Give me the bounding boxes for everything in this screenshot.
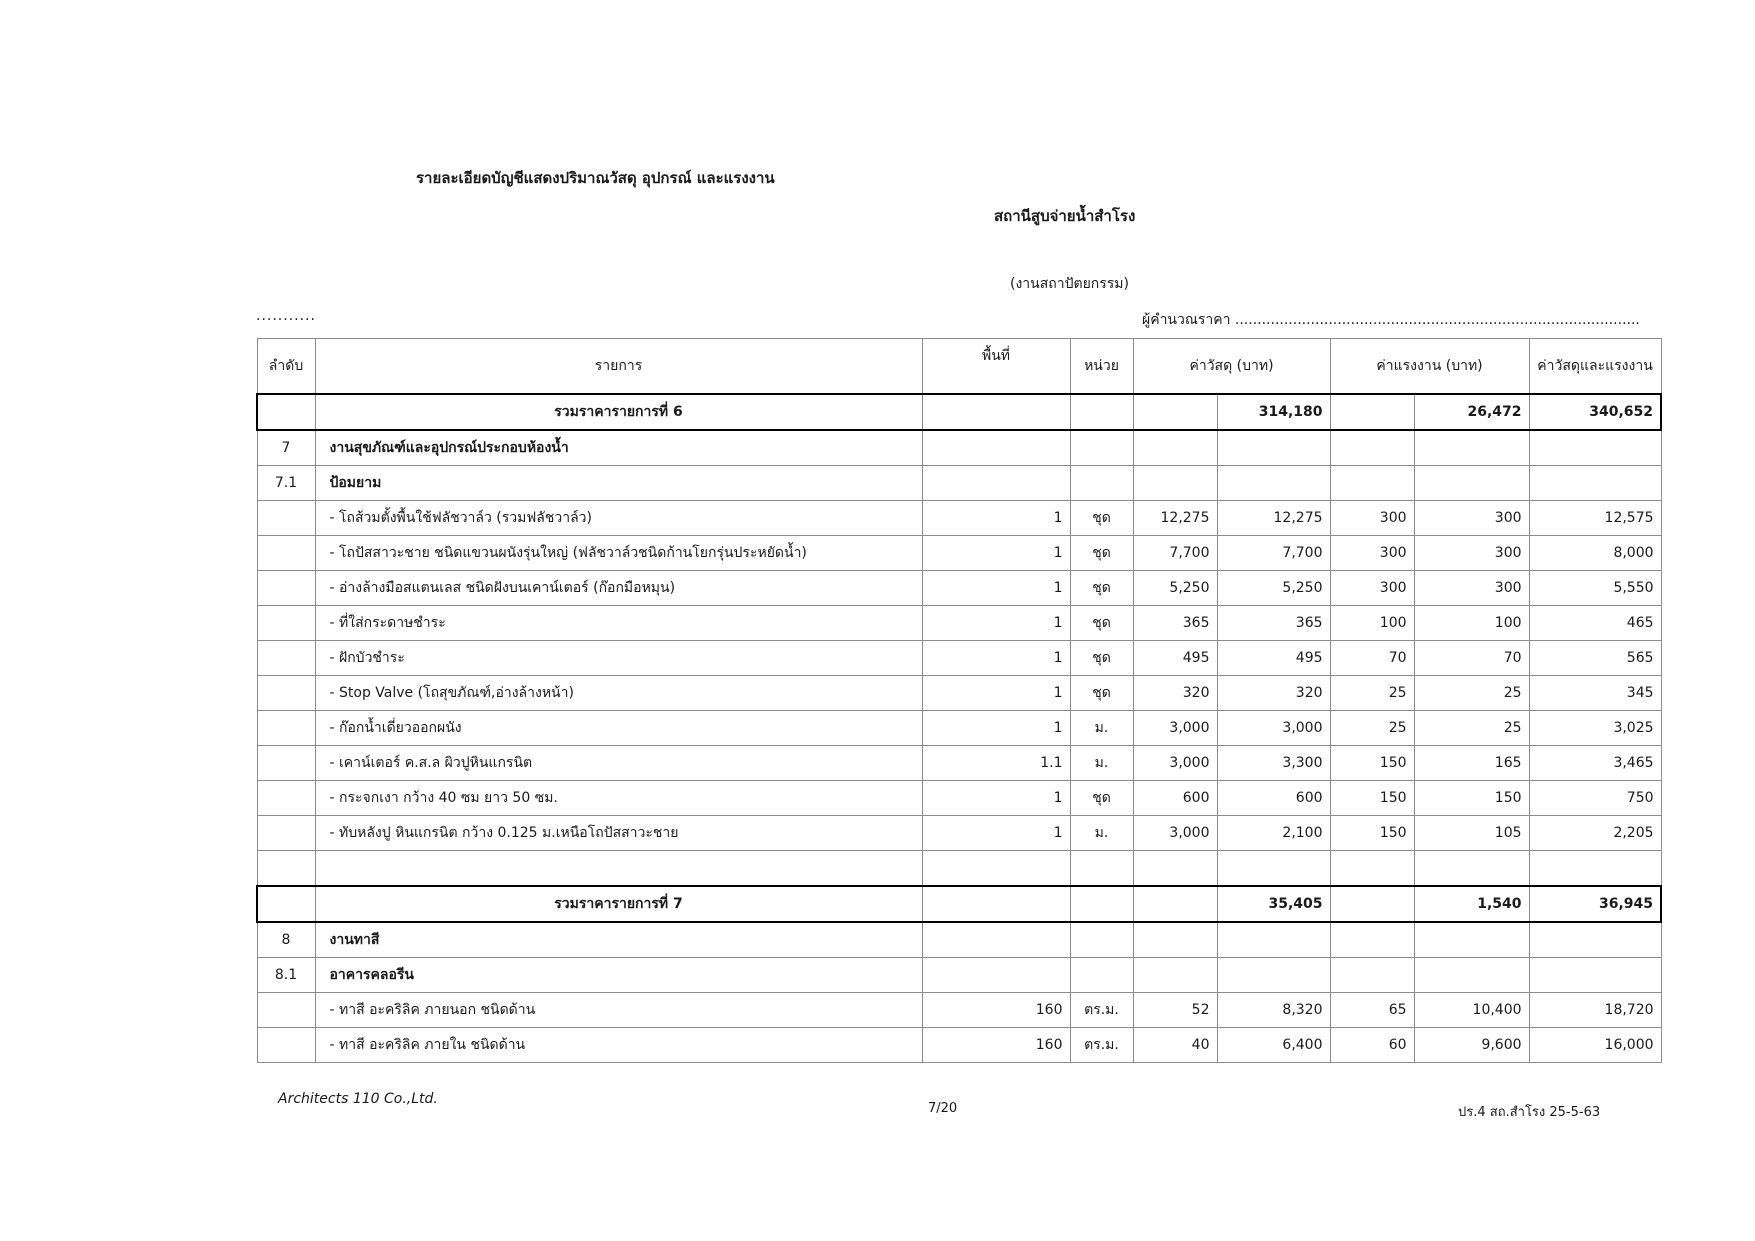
cell-unit (1070, 394, 1133, 430)
cell-description: งานทาสี (315, 922, 922, 958)
cell-material-unit-price (1133, 958, 1217, 993)
cell-grand-total: 3,465 (1529, 746, 1661, 781)
cell-labor-total: 1,540 (1414, 886, 1529, 922)
cell-item-no (257, 1028, 315, 1063)
cell-item-no (257, 851, 315, 887)
cell-unit (1070, 430, 1133, 466)
cell-labor-total: 100 (1414, 606, 1529, 641)
cell-material-total: 365 (1217, 606, 1330, 641)
cell-quantity (922, 394, 1070, 430)
cell-item-no (257, 641, 315, 676)
cell-description (315, 851, 922, 887)
cell-material-unit-price: 3,000 (1133, 816, 1217, 851)
cell-labor-unit-price: 150 (1330, 781, 1414, 816)
cell-unit: ม. (1070, 746, 1133, 781)
cell-material-unit-price (1133, 466, 1217, 501)
subtotal-row (257, 886, 1661, 922)
table-row (257, 641, 1661, 676)
cell-material-total (1217, 851, 1330, 887)
cell-labor-unit-price: 60 (1330, 1028, 1414, 1063)
cell-labor-total: 165 (1414, 746, 1529, 781)
section-row (257, 430, 1661, 466)
cell-material-unit-price: 600 (1133, 781, 1217, 816)
cell-unit (1070, 466, 1133, 501)
cell-labor-unit-price (1330, 851, 1414, 887)
cell-quantity: 1.1 (922, 746, 1070, 781)
cell-grand-total: 36,945 (1529, 886, 1661, 922)
cell-material-unit-price (1133, 851, 1217, 887)
column-header-total: ค่าวัสดุและแรงงาน (1529, 339, 1661, 395)
cell-item-no (257, 501, 315, 536)
cell-item-no (257, 606, 315, 641)
table-row (257, 851, 1661, 887)
cell-description: - ทาสี อะคริลิค ภายนอก ชนิดด้าน (315, 993, 922, 1028)
cell-material-total: 6,400 (1217, 1028, 1330, 1063)
cell-quantity: 160 (922, 1028, 1070, 1063)
cell-material-total: 314,180 (1217, 394, 1330, 430)
cell-description: - ฝักบัวชำระ (315, 641, 922, 676)
cell-description: อาคารคลอรีน (315, 958, 922, 993)
cell-quantity: 1 (922, 641, 1070, 676)
cell-grand-total: 340,652 (1529, 394, 1661, 430)
cell-description: - ทาสี อะคริลิค ภายใน ชนิดด้าน (315, 1028, 922, 1063)
page-number: 7/20 (928, 1101, 958, 1116)
cell-material-unit-price: 52 (1133, 993, 1217, 1028)
cell-material-unit-price (1133, 430, 1217, 466)
cell-labor-total: 26,472 (1414, 394, 1529, 430)
table-row (257, 606, 1661, 641)
cell-item-no (257, 886, 315, 922)
cell-labor-total: 25 (1414, 711, 1529, 746)
table-row (257, 993, 1661, 1028)
project-name: สถานีสูบจ่ายน้ำสำโรง (994, 207, 1136, 225)
cell-unit (1070, 922, 1133, 958)
cell-grand-total: 3,025 (1529, 711, 1661, 746)
cell-description: - ก๊อกน้ำเดี่ยวออกผนัง (315, 711, 922, 746)
document-reference: ปร.4 สถ.สำโรง 25-5-63 (1458, 1105, 1601, 1120)
cell-labor-total: 300 (1414, 571, 1529, 606)
column-header-area: พื้นที่ (922, 339, 1070, 395)
cell-grand-total: 345 (1529, 676, 1661, 711)
cell-item-no (257, 571, 315, 606)
table-row (257, 711, 1661, 746)
column-header-item: รายการ (315, 339, 922, 395)
cell-grand-total: 8,000 (1529, 536, 1661, 571)
cell-quantity: 160 (922, 993, 1070, 1028)
section-row (257, 466, 1661, 501)
cell-material-unit-price: 3,000 (1133, 711, 1217, 746)
cell-item-no: 7.1 (257, 466, 315, 501)
cell-description: รวมราคารายการที่ 6 (315, 394, 922, 430)
cell-quantity: 1 (922, 781, 1070, 816)
cell-material-total: 5,250 (1217, 571, 1330, 606)
cell-labor-unit-price (1330, 466, 1414, 501)
cell-unit (1070, 886, 1133, 922)
cell-labor-total: 25 (1414, 676, 1529, 711)
cell-material-total (1217, 958, 1330, 993)
cell-grand-total: 18,720 (1529, 993, 1661, 1028)
cell-grand-total (1529, 430, 1661, 466)
cell-material-unit-price: 320 (1133, 676, 1217, 711)
cell-description: ป้อมยาม (315, 466, 922, 501)
cell-item-no (257, 676, 315, 711)
cell-material-total: 35,405 (1217, 886, 1330, 922)
cell-material-unit-price: 5,250 (1133, 571, 1217, 606)
cell-unit: ชุด (1070, 536, 1133, 571)
cell-description: - โถส้วมตั้งพื้นใช้ฟลัชวาล์ว (รวมฟลัชวาล์ว) (315, 501, 922, 536)
cell-quantity: 1 (922, 606, 1070, 641)
cell-item-no (257, 711, 315, 746)
cell-quantity (922, 851, 1070, 887)
cell-quantity (922, 430, 1070, 466)
table-row (257, 676, 1661, 711)
cell-labor-total: 9,600 (1414, 1028, 1529, 1063)
cell-labor-total: 70 (1414, 641, 1529, 676)
column-header-labor: ค่าแรงงาน (บาท) (1330, 339, 1529, 395)
cell-item-no (257, 781, 315, 816)
cell-description: รวมราคารายการที่ 7 (315, 886, 922, 922)
cell-labor-unit-price (1330, 394, 1414, 430)
cell-labor-unit-price: 25 (1330, 676, 1414, 711)
cell-material-total: 495 (1217, 641, 1330, 676)
cell-unit: ชุด (1070, 501, 1133, 536)
cell-unit (1070, 851, 1133, 887)
subtotal-row (257, 394, 1661, 430)
table-row (257, 536, 1661, 571)
cell-labor-unit-price (1330, 958, 1414, 993)
cell-grand-total (1529, 466, 1661, 501)
cell-grand-total (1529, 922, 1661, 958)
cell-labor-unit-price (1330, 430, 1414, 466)
cell-item-no (257, 394, 315, 430)
cell-grand-total: 465 (1529, 606, 1661, 641)
cell-grand-total (1529, 851, 1661, 887)
cell-labor-total (1414, 922, 1529, 958)
cell-material-total: 600 (1217, 781, 1330, 816)
dotted-leader: ........... (256, 308, 316, 324)
cell-labor-total (1414, 430, 1529, 466)
cell-material-unit-price (1133, 394, 1217, 430)
cell-material-total: 2,100 (1217, 816, 1330, 851)
cell-item-no: 8 (257, 922, 315, 958)
table-row (257, 571, 1661, 606)
footer-company: Architects 110 Co.,Ltd. (278, 1091, 438, 1107)
cell-labor-total: 105 (1414, 816, 1529, 851)
cell-labor-total (1414, 851, 1529, 887)
cell-labor-total: 150 (1414, 781, 1529, 816)
cell-labor-total: 10,400 (1414, 993, 1529, 1028)
cell-quantity: 1 (922, 571, 1070, 606)
cell-item-no (257, 993, 315, 1028)
table-row (257, 501, 1661, 536)
cell-labor-unit-price: 25 (1330, 711, 1414, 746)
table-row (257, 816, 1661, 851)
cell-item-no (257, 536, 315, 571)
cell-quantity (922, 886, 1070, 922)
section-row (257, 958, 1661, 993)
column-header-unit: หน่วย (1070, 339, 1133, 395)
cell-labor-unit-price: 300 (1330, 501, 1414, 536)
cell-item-no (257, 816, 315, 851)
cell-grand-total: 5,550 (1529, 571, 1661, 606)
column-header-no: ลำดับ (257, 339, 315, 395)
cell-quantity (922, 958, 1070, 993)
cell-material-unit-price: 12,275 (1133, 501, 1217, 536)
cell-labor-unit-price: 65 (1330, 993, 1414, 1028)
cell-labor-unit-price: 300 (1330, 571, 1414, 606)
cell-material-unit-price (1133, 922, 1217, 958)
cell-unit: ชุด (1070, 676, 1133, 711)
cell-unit (1070, 958, 1133, 993)
cell-labor-unit-price: 150 (1330, 746, 1414, 781)
cell-description: - เคาน์เตอร์ ค.ส.ล ผิวปูหินแกรนิต (315, 746, 922, 781)
cell-material-total: 8,320 (1217, 993, 1330, 1028)
cell-material-total: 3,000 (1217, 711, 1330, 746)
cell-description: - ที่ใส่กระดาษชำระ (315, 606, 922, 641)
cell-material-total: 12,275 (1217, 501, 1330, 536)
cell-description: - อ่างล้างมือสแตนเลส ชนิดฝังบนเคาน์เตอร์ (ก๊อกมือหมุน) (315, 571, 922, 606)
cell-unit: ม. (1070, 816, 1133, 851)
cell-grand-total: 2,205 (1529, 816, 1661, 851)
cell-material-total (1217, 466, 1330, 501)
estimator-field: ผู้คำนวณราคา ........................................................................................... (1142, 312, 1640, 328)
cell-labor-total (1414, 958, 1529, 993)
cell-labor-total: 300 (1414, 536, 1529, 571)
cell-quantity: 1 (922, 501, 1070, 536)
cell-labor-unit-price (1330, 922, 1414, 958)
cell-labor-unit-price: 300 (1330, 536, 1414, 571)
document-title: รายละเอียดบัญชีแสดงปริมาณวัสดุ อุปกรณ์ และแรงงาน (416, 169, 775, 187)
cell-quantity: 1 (922, 711, 1070, 746)
cell-material-total (1217, 430, 1330, 466)
cell-grand-total: 750 (1529, 781, 1661, 816)
cell-labor-unit-price: 70 (1330, 641, 1414, 676)
cell-unit: ชุด (1070, 781, 1133, 816)
cell-material-unit-price: 495 (1133, 641, 1217, 676)
cell-unit: ตร.ม. (1070, 993, 1133, 1028)
cell-quantity: 1 (922, 676, 1070, 711)
table-row (257, 1028, 1661, 1063)
cell-description: - โถปัสสาวะชาย ชนิดแขวนผนังรุ่นใหญ่ (ฟลัชวาล์วชนิดก้านโยกรุ่นประหยัดน้ำ) (315, 536, 922, 571)
cell-quantity (922, 466, 1070, 501)
cell-description: - กระจกเงา กว้าง 40 ซม ยาว 50 ซม. (315, 781, 922, 816)
cell-material-total: 3,300 (1217, 746, 1330, 781)
cell-item-no (257, 746, 315, 781)
cell-unit: ชุด (1070, 606, 1133, 641)
cell-material-total: 7,700 (1217, 536, 1330, 571)
cell-unit: ชุด (1070, 641, 1133, 676)
cell-grand-total: 16,000 (1529, 1028, 1661, 1063)
cell-item-no: 7 (257, 430, 315, 466)
table-row (257, 746, 1661, 781)
cell-description: งานสุขภัณฑ์และอุปกรณ์ประกอบห้องน้ำ (315, 430, 922, 466)
cell-grand-total: 12,575 (1529, 501, 1661, 536)
cell-description: - ทับหลังปู หินแกรนิต กว้าง 0.125 ม.เหนือโถปัสสาวะชาย (315, 816, 922, 851)
cell-quantity: 1 (922, 816, 1070, 851)
cell-description: - Stop Valve (โถสุขภัณฑ์,อ่างล้างหน้า) (315, 676, 922, 711)
cell-material-unit-price: 3,000 (1133, 746, 1217, 781)
table-row (257, 781, 1661, 816)
cell-labor-total (1414, 466, 1529, 501)
cell-unit: ม. (1070, 711, 1133, 746)
cell-quantity (922, 922, 1070, 958)
cell-material-unit-price: 7,700 (1133, 536, 1217, 571)
cell-grand-total (1529, 958, 1661, 993)
bill-of-quantities-table (256, 338, 1662, 1063)
column-header-material: ค่าวัสดุ (บาท) (1133, 339, 1330, 395)
cell-material-unit-price: 40 (1133, 1028, 1217, 1063)
section-row (257, 922, 1661, 958)
cell-labor-unit-price: 100 (1330, 606, 1414, 641)
work-section: (งานสถาปัตยกรรม) (1010, 276, 1129, 292)
cell-material-unit-price (1133, 886, 1217, 922)
cell-material-unit-price: 365 (1133, 606, 1217, 641)
cell-material-total: 320 (1217, 676, 1330, 711)
table-header-row (257, 339, 1661, 395)
cell-labor-unit-price: 150 (1330, 816, 1414, 851)
cell-grand-total: 565 (1529, 641, 1661, 676)
cell-quantity: 1 (922, 536, 1070, 571)
cell-labor-total: 300 (1414, 501, 1529, 536)
cell-labor-unit-price (1330, 886, 1414, 922)
cell-unit: ชุด (1070, 571, 1133, 606)
cell-item-no: 8.1 (257, 958, 315, 993)
cell-unit: ตร.ม. (1070, 1028, 1133, 1063)
cell-material-total (1217, 922, 1330, 958)
